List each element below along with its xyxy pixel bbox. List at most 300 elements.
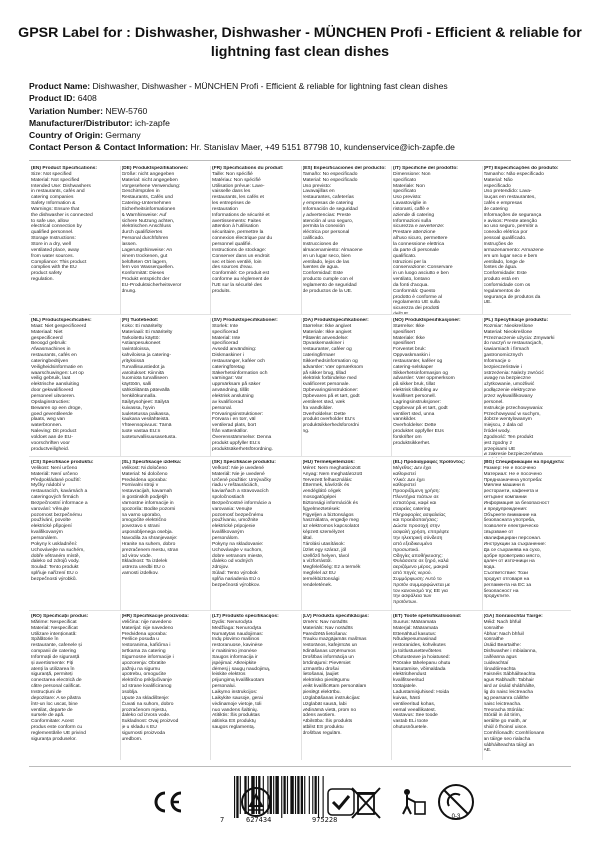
spec-line: Instrucciones de	[302, 241, 339, 247]
spec-line: riadu v reštauráciách,	[212, 483, 259, 489]
spec-line: produto está em	[483, 277, 519, 283]
product-value: ich-zapfe	[135, 117, 170, 128]
spec-heading: (HU) Termékjellemzők:	[302, 460, 355, 465]
spec-line: Produkt entspricht der	[121, 277, 170, 283]
spec-line: uzmanību drošai	[302, 666, 339, 672]
spec-line: ostrzeżenia: Należy zwrócić	[483, 370, 544, 376]
spec-line: opozorila: Bodite pozorni	[121, 506, 176, 512]
spec-line: pažnju na sigurnu	[121, 666, 161, 672]
spec-line: Utilisation prévue: Lave-	[212, 183, 265, 189]
spec-line: användning, tillåt	[212, 388, 249, 394]
spec-line: Suurus: Määramata	[393, 619, 436, 625]
spec-line: Material: Nespecificat	[31, 625, 78, 631]
spec-line: Trauku mazgājamās mašīnas	[302, 637, 367, 643]
spec-line: Warnings: Ensure that	[31, 206, 80, 212]
spec-line: Dydis: Nenurodyta	[212, 619, 253, 625]
row-divider	[29, 314, 571, 315]
spec-line: Tamanho: Não especificado	[483, 171, 544, 177]
spec-line: Opslaginstructies:	[31, 399, 70, 405]
spec-line: Veličina: nije navedeno	[121, 619, 172, 625]
spec-line: Opbevaringsinstruktioner:	[302, 388, 359, 394]
spec-line: ventilat, departe de	[31, 707, 73, 713]
spec-line: Förvaringsinstruktioner:	[212, 411, 264, 417]
spec-line: uredbom.	[121, 736, 143, 742]
spec-line: Instrucțiuni de	[31, 689, 62, 695]
spec-line: и предупреждения:	[483, 506, 528, 512]
spec-line: louças em restaurantes,	[483, 195, 536, 201]
spec-line: ng.	[302, 429, 310, 435]
spec-line: voorschriften voor	[31, 440, 70, 446]
spec-line: tuuletetussa paikassa,	[121, 411, 170, 417]
spec-line: sursele de apă.	[31, 713, 65, 719]
spec-line: Storage Instructions:	[31, 236, 76, 242]
column-divider	[210, 460, 211, 610]
spec-line: Material: Inte	[212, 335, 241, 341]
spec-section	[212, 460, 299, 612]
spec-heading: (RO) Specificații produs:	[31, 614, 89, 619]
spec-line: Geschirrspülen in	[121, 189, 160, 195]
spec-line: Größe: nicht angegeben	[121, 171, 175, 177]
spec-line: Инструкции за съхранение:	[483, 541, 546, 547]
row-divider	[29, 456, 571, 457]
spec-line: Taille: Non spécifié	[212, 171, 253, 177]
spec-line: Ohutusteave ja hoiatused:	[393, 654, 450, 660]
spec-line: Przeznaczenie użycia: Zmywarki	[483, 335, 555, 341]
spec-line: Størrelse: Ikke	[393, 323, 425, 329]
spec-line: Velikost: Ni določeno	[121, 465, 167, 471]
spec-line: ventilato, lontano	[393, 277, 430, 283]
spec-section	[212, 614, 299, 762]
spec-line: Určené použitie: Umývačky	[212, 477, 272, 483]
spec-line: Δώστε προσοχή στην	[393, 524, 440, 530]
spec-line: Veiligheidsinformatie en	[31, 364, 83, 370]
spec-line: Diskmaskiner i	[212, 353, 244, 359]
spec-line: regulation.	[31, 277, 54, 283]
row-divider	[29, 610, 571, 611]
spec-line: reglementările UE privind	[31, 730, 86, 736]
spec-line: belüfteten Ort lagern,	[121, 259, 168, 265]
spec-line: Informacje o	[483, 358, 511, 364]
spec-heading: (DA) Produktspecifikationer:	[302, 318, 369, 323]
spec-line: restoranuose, kavinėse	[212, 643, 263, 649]
spec-line: ventilated place, away	[31, 247, 80, 253]
spec-line: veilig gebruik, laat	[31, 376, 71, 382]
spec-line: specificato	[393, 177, 417, 183]
spec-line: προσωπικό.	[393, 547, 420, 553]
person-bin-icon	[395, 784, 431, 820]
spec-line: Avsedd användning:	[212, 347, 257, 353]
spec-line: az elektromos kapcsolatot	[302, 524, 360, 530]
spec-line: Materiale: Ikke	[393, 335, 425, 341]
spec-line: bezpečnosti výrobkov.	[212, 582, 261, 588]
spec-line: ravintoloissa,	[121, 347, 151, 353]
spec-line: henkilökunnalla.	[121, 393, 157, 399]
barcode-bar	[315, 776, 317, 814]
spec-heading: (SL) Specifikacije izdelka:	[121, 460, 182, 465]
spec-line: naisc leictreacha.	[483, 701, 522, 707]
spec-line: restaurants, les cafés et	[212, 195, 264, 201]
spec-line: sichere Nutzung achten,	[121, 218, 175, 224]
spec-line: en un lugar seco, bien	[302, 253, 351, 259]
spec-line: την ασφάλεια των	[393, 594, 432, 600]
spec-line: dėmesį į saugų naudojimą,	[212, 666, 271, 672]
product-value: 6408	[77, 93, 97, 104]
spec-section	[122, 166, 209, 316]
spec-line: all'uso sicuro, permettere	[393, 236, 448, 242]
spec-line: Instructions de stockage:	[212, 247, 267, 253]
spec-line: conservazione: Conservare	[393, 265, 453, 271]
spec-line: figyelmeztetések:	[302, 506, 341, 512]
spec-line: na varno uporabo,	[121, 512, 162, 518]
spec-line: Restaurants, Cafés und	[121, 195, 173, 201]
spec-heading: (PT) Especificações do produto:	[483, 166, 559, 171]
spec-line: Stóráil in áit tirim,	[483, 713, 522, 719]
spec-line: Maat: Niet gespecificeerd	[31, 323, 87, 329]
barcode-bar	[234, 776, 235, 818]
spec-line: fra vandkilder.	[302, 405, 333, 411]
column-divider	[210, 166, 211, 314]
spec-line: personal.	[212, 405, 233, 411]
column-divider	[482, 614, 483, 760]
spec-line: dell'UE.	[393, 312, 410, 316]
spec-line: Astianpesukoneet	[121, 341, 161, 347]
spec-line: dobře větraném místě,	[31, 553, 80, 559]
spec-line: Pomivalni stroji v	[121, 483, 159, 489]
spec-line: door gekwalificeerd	[31, 388, 74, 394]
spec-line: sicurezza e avvertenze:	[393, 224, 445, 230]
spec-line: prijungimą kvalifikuotam	[212, 678, 265, 684]
barcode-bar	[281, 776, 282, 818]
spec-line: depozitare: A se păstra	[31, 695, 81, 701]
spec-line: ventilado, lejos de las	[302, 259, 350, 265]
spec-line: Material: Not specified	[31, 177, 80, 183]
spec-line: kuivassa, hyvin	[121, 405, 155, 411]
spec-line: conforme au règlement de	[212, 277, 270, 283]
product-label: Product Name:	[29, 81, 91, 91]
spec-line: Tamaño: No especificado	[302, 171, 358, 177]
spec-heading: (ET) Toote spetsifikatsioonid:	[393, 614, 462, 619]
spec-line: restauration	[212, 206, 238, 212]
spec-line: vēdināmā vietā, prom no	[302, 707, 357, 713]
spec-line: från vattenkällor.	[212, 429, 248, 435]
spec-line: Numatytas naudojimas:	[212, 631, 264, 637]
spec-line: sonraithe	[483, 625, 504, 631]
spec-line: Zgodność: Ten produkt	[483, 434, 534, 440]
barcode-bar	[309, 776, 310, 814]
spec-line: elektrische aansluiting	[31, 382, 80, 388]
spec-line: gespecificeerd	[31, 335, 63, 341]
spec-line: Conformitate: Acest	[31, 719, 74, 725]
spec-line: advarsler: Vær opmærksom	[302, 364, 364, 370]
spec-line: productveiligheid.	[31, 446, 70, 452]
spec-line: Éttermek, kávézók és	[302, 483, 350, 489]
barcode-bar	[304, 776, 305, 814]
spec-line: ūdens avotiem.	[302, 713, 336, 719]
spec-line: termékbiztonsági	[302, 576, 340, 582]
spec-line: Materiaal: Niet	[31, 329, 63, 335]
spec-line: regulamentos de	[483, 288, 520, 294]
spec-line: Saugos informacija ir	[212, 654, 258, 660]
spec-line: catering-selskaper	[393, 364, 433, 370]
spec-line: ventileret sted, væk	[302, 399, 345, 405]
spec-line: armazenamento: Armazene	[483, 247, 544, 253]
spec-section	[31, 460, 118, 612]
spec-line: miejscu, z dala od	[483, 423, 523, 429]
product-row	[29, 129, 455, 141]
spec-line: kaviarňach a stravovacích	[212, 489, 269, 495]
spec-line: cateringföretag	[212, 364, 245, 370]
spec-line: conformidade com os	[483, 282, 531, 288]
barcode-bar	[275, 776, 278, 814]
spec-line: plaats, weg van	[31, 417, 65, 423]
spec-line: ventilerad plats, bort	[212, 423, 257, 429]
spec-line: kuivas, hästi	[393, 695, 420, 701]
spec-line: Beoogd gebruik:	[31, 341, 67, 347]
spec-line: restoranima, kafićima i	[121, 643, 171, 649]
spec-line: Yhteensopivuus: Tämä	[121, 423, 172, 429]
spec-line: e avisos: Preste atenção	[483, 218, 538, 224]
spec-line: mosogatógépei	[302, 495, 336, 501]
spec-line: prodotto è conforme al	[393, 294, 442, 300]
barcode-bar	[273, 776, 274, 814]
spec-heading: (SV) Produktspecifikationer:	[212, 318, 278, 323]
spec-line: varningar: Var	[212, 376, 243, 382]
spec-line: Pöörake tähelepanu ohutu	[393, 660, 451, 666]
spec-line: la connessione elettrica	[393, 241, 445, 247]
spec-line: Catering-Unternehmen	[121, 201, 172, 207]
spec-line: käyttöön, salli	[121, 382, 152, 388]
spec-line: добре проветриво място,	[483, 553, 541, 559]
spec-line: Oppvaskmaskin i	[393, 353, 431, 359]
product-info	[29, 80, 455, 154]
product-row	[29, 105, 455, 117]
spec-line: huomiota turvalliseen	[121, 376, 168, 382]
spec-line: på sikker bruk, tillat	[393, 382, 435, 388]
spec-line: osoblja.	[121, 689, 139, 695]
spec-line: Myčky nádobí v	[31, 483, 65, 489]
spec-line: Vorgesehene Verwendung:	[121, 183, 181, 189]
spec-line: UE.	[483, 300, 492, 306]
column-divider	[391, 318, 392, 456]
spec-line: Paredzētā lietošana:	[302, 631, 348, 637]
spec-section	[484, 166, 571, 316]
spec-line: Πλυντήρια πιάτων σε	[393, 495, 439, 501]
spec-line: qualificato.	[393, 253, 417, 259]
spec-line: dobrze wentylowanym	[483, 417, 532, 423]
spec-line: Prestare attenzione	[393, 230, 436, 236]
spec-line: tuoteturvallisuusasetusta.	[121, 434, 177, 440]
spec-line: Matériau: Non spécifié	[212, 177, 261, 183]
spec-line: τον κανονισμό της ΕΕ για	[393, 588, 448, 594]
spec-line: daleko od zdrojů vody.	[31, 559, 80, 565]
column-divider	[301, 460, 302, 610]
spec-line: vastab ELi toote	[393, 719, 429, 725]
spec-line: siguranță, permiteți	[31, 672, 73, 678]
spec-line: på sikker brug, tillad	[302, 370, 346, 376]
product-row	[29, 141, 455, 153]
spec-line: restaurantes, cafeterías	[302, 195, 354, 201]
spec-line: προϊόντων.	[393, 600, 418, 606]
spec-line: do naczyń w restauracjach,	[483, 341, 543, 347]
spec-line: bezpieczeństwie i	[483, 364, 522, 370]
spec-line: Съответствие: Този	[483, 571, 528, 577]
spec-line: elektrisko pieslēgumu	[302, 678, 350, 684]
spec-line: Safety Information &	[31, 201, 76, 207]
spec-line: av kvalificerad	[212, 399, 243, 405]
spec-line: Materiál: Není určeno	[31, 471, 78, 477]
spec-line: specificerad	[212, 329, 239, 335]
spec-line: безопасната употреба,	[483, 518, 536, 524]
spec-line: Comhlíonadh: Comhlíonann	[483, 730, 545, 736]
spec-line: complies with the EU	[31, 265, 77, 271]
product-value: Hr. Stanislav Maer, +49 5151 87798 10, kundenservice@ich-zapfe.de	[190, 142, 455, 153]
spec-line: Pokyny k uskladnění:	[31, 541, 78, 547]
spec-line: des sources d'eau.	[212, 265, 253, 271]
spec-line: Uchovávajte v suchom,	[212, 547, 263, 553]
spec-line: produkt overholder EU's	[302, 417, 355, 423]
spec-line: продукт отговаря на	[483, 576, 530, 582]
spec-line: daleko od izvora vode.	[121, 713, 171, 719]
spec-line: Skladnost: Ta izdelek	[121, 559, 168, 565]
spec-line: Intended Use: Dishwashers	[31, 183, 91, 189]
spec-line: ventileeritud kohas,	[393, 701, 436, 707]
spec-line: Φυλάσσετε σε ξηρό, καλά	[393, 559, 449, 565]
barcode-bar	[287, 776, 288, 814]
spec-line: από πηγές νερού.	[393, 571, 432, 577]
spec-section	[303, 166, 390, 316]
barcode-bar	[323, 776, 324, 818]
product-label: Variation Number:	[29, 105, 104, 116]
spec-line: produktsikkerhedsforordni	[302, 423, 359, 429]
spec-line: przepisami UE	[483, 446, 516, 452]
spec-line: Ábhar: Nach bhfuil	[483, 631, 524, 637]
spec-line: restauracích, kavárnách a	[31, 489, 88, 495]
spec-line: aeráilte go maith, ar	[483, 719, 527, 725]
spec-line: brīdinājumi: Pievērsiet	[302, 660, 351, 666]
spec-line: Materiál: Nie je uvedené	[212, 471, 265, 477]
column-divider	[120, 614, 121, 760]
spec-line: povezavo s strani	[121, 524, 160, 530]
spec-line: Hranite na suhem, dobro	[121, 541, 176, 547]
spec-line: da fonti d'acqua.	[393, 282, 429, 288]
spec-line: omogočite električno	[121, 518, 167, 524]
spec-line: saugos reglamentą.	[212, 725, 255, 731]
barcode-digits-left: 627434	[246, 816, 272, 824]
spec-line: Предназначена употреба:	[483, 477, 543, 483]
spec-line: reglamento de seguridad	[302, 282, 357, 288]
spec-line: AE.	[483, 748, 492, 754]
spec-line: καθοριστεί	[393, 471, 416, 477]
spec-line: Medžiaga: Nenurodyta	[212, 625, 262, 631]
spec-heading: (NL) Productspecificaties:	[31, 318, 92, 323]
spec-line: ασφαλή χρήση, επιτρέψτε	[393, 530, 450, 536]
spec-section	[393, 318, 480, 458]
spec-line: durch qualifiziertes	[121, 230, 163, 236]
spec-section	[303, 318, 390, 458]
spec-line: продуктите.	[483, 594, 511, 600]
spec-line: Velikost: Není určeno	[31, 465, 78, 471]
spec-line: dnung.	[121, 288, 137, 294]
spec-section	[212, 318, 299, 458]
spec-line: Predviđena uporaba:	[121, 631, 167, 637]
spec-line: megfelel az EU	[302, 571, 336, 577]
spec-line: Υλικό: Δεν έχει	[393, 477, 425, 483]
spec-line: qualified personnel.	[31, 230, 74, 236]
spec-line: electrical connection by	[31, 224, 82, 230]
spec-section	[122, 318, 209, 458]
spec-line: Anyag: Nem meghatározott	[302, 471, 363, 477]
spec-line: gastronomicznych	[483, 353, 523, 359]
product-row	[29, 92, 455, 104]
spec-line: Veľkosť: Nie je uvedené	[212, 465, 264, 471]
spec-line: segurança de produtos da	[483, 294, 541, 300]
spec-line: Material: Não	[483, 177, 513, 183]
spec-line: Súlad: Tento výrobok	[212, 571, 258, 577]
spec-line: вода.	[483, 565, 496, 571]
spec-line: veikt kvalificētam personālam	[302, 684, 367, 690]
spec-line: conectarea electrică de	[31, 678, 82, 684]
spec-line: catering companies	[31, 195, 74, 201]
spec-line: Předpokládané použití:	[31, 477, 82, 483]
spec-line: Informations de sécurité et	[212, 212, 270, 218]
spec-heading: (FI) Tuotetiedot:	[121, 318, 159, 323]
spec-line: Čuvati na suhom, dobro	[121, 701, 174, 707]
spec-line: atitinka ES produktų	[212, 719, 256, 725]
spec-line: rendeletének.	[302, 582, 333, 588]
spec-line: Conserver dans un endroit	[212, 253, 270, 259]
spec-line: vannkilder.	[393, 417, 417, 423]
column-divider	[210, 614, 211, 760]
spec-line: Ladustamisjuhised: Hoida	[393, 689, 450, 695]
spec-line: produktsikkerhet.	[393, 440, 431, 446]
spec-line: cateringových firmách	[31, 495, 79, 501]
spec-line: restauranter, caféer og	[302, 347, 352, 353]
spec-line: Navodila za shranjevanje:	[121, 535, 178, 541]
spec-heading: (SK) Špecifikácie produktu:	[212, 460, 276, 465]
spec-line: siguranța produselor.	[31, 736, 77, 742]
spec-line: specificerad	[212, 341, 239, 347]
spec-line: Atbilstība: Šis produkts	[302, 719, 353, 725]
spec-heading: (DE) Produktspezifikationen:	[121, 166, 189, 171]
spec-heading: (LV) Produkta specifikācijas:	[302, 614, 369, 619]
spec-line: Upute za skladištenje:	[121, 695, 170, 701]
spec-line: uppmärksam på säker	[212, 382, 261, 388]
spec-line: produktet oppfyller EUs	[393, 429, 444, 435]
spec-line: képzett személyzet	[302, 530, 345, 536]
spec-line: Uchovávejte na suchém,	[31, 547, 85, 553]
spec-line: Méid: Nach bhfuil	[483, 619, 522, 625]
spec-line: vėdinamoje vietoje, toli	[212, 701, 262, 707]
spec-line: Materiaali: Ei määritelty	[121, 329, 173, 335]
spec-line: kvalifitseeritud	[393, 678, 424, 684]
spec-line: Izmērs: Nav norādīts	[302, 619, 348, 625]
spec-line: lónadóireachta	[483, 666, 516, 672]
spec-line: Συμμόρφωση: Αυτό το	[393, 576, 442, 582]
spec-line: Przechowywać w suchym,	[483, 411, 541, 417]
spec-line: podłączenie elektryczne	[483, 388, 536, 394]
spec-line: sonraithe	[483, 637, 504, 643]
spec-line: Uso previsto:	[302, 183, 332, 189]
spec-line: Säilytysohjeet: Säilytä	[121, 399, 170, 405]
spec-line: regolamento UE sulla	[393, 300, 440, 306]
spec-line: od strane kvalificiranog	[121, 684, 172, 690]
no-recycling-icon	[436, 782, 476, 822]
spec-line: spoločnostiach	[212, 495, 245, 501]
spec-line: ir maitinimo įmonėse	[212, 649, 257, 655]
spec-line: drošības regulām.	[302, 730, 342, 736]
spec-line: Размер: Не е посочено	[483, 465, 536, 471]
spec-line: προϊόν συμμορφώνεται με	[393, 582, 451, 588]
